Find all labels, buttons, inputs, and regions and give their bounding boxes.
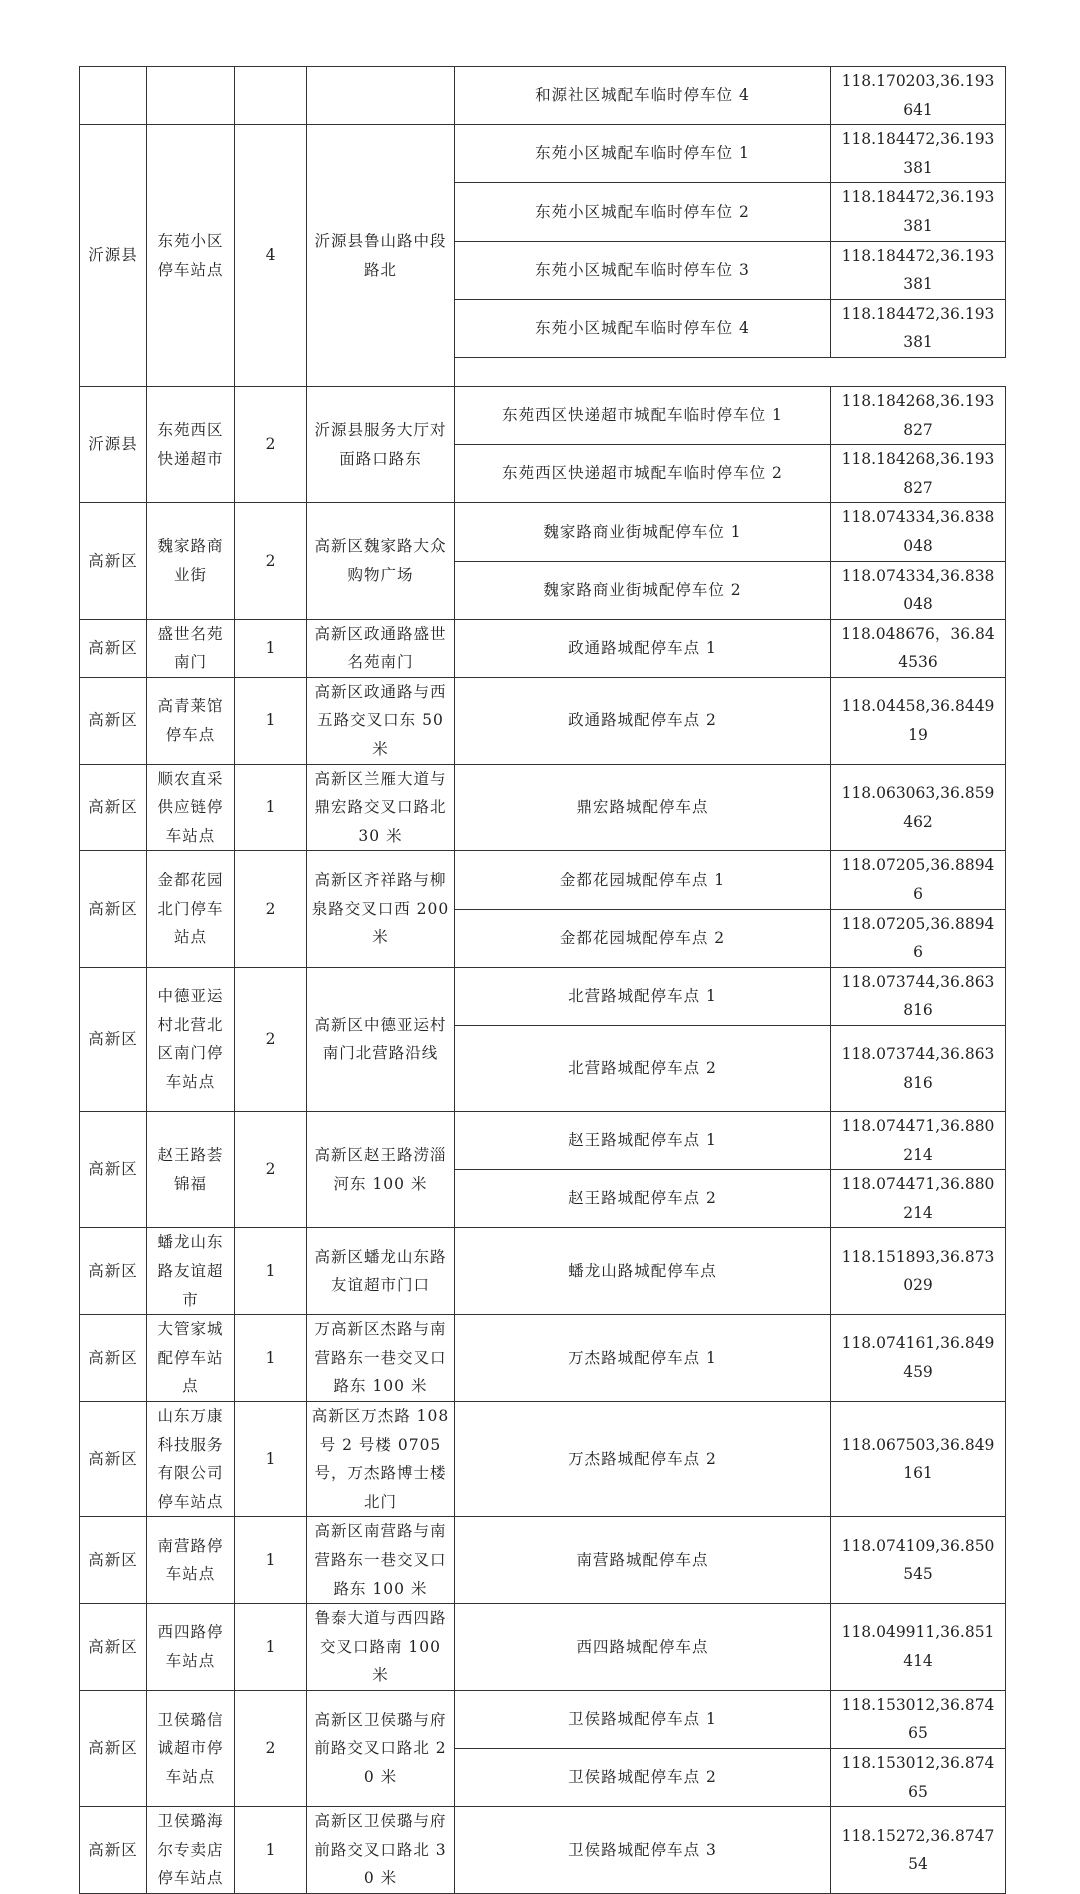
table-row: [80, 967, 1006, 1025]
site-cell: 中德亚运村北营北区南门停车站点: [147, 967, 235, 1111]
spot-name-cell: 金都花园城配停车点 1: [455, 851, 831, 909]
address-cell: [307, 67, 455, 125]
spot-name-cell: 和源社区城配车临时停车位 4: [455, 67, 831, 125]
count-cell: [235, 67, 307, 125]
table-row: [80, 619, 1006, 677]
coordinate-cell: 118.04458,36.844919: [831, 677, 1006, 764]
site-cell: 南营路停车站点: [147, 1517, 235, 1604]
district-cell: 高新区: [80, 1228, 147, 1315]
count-cell: 2: [235, 1112, 307, 1228]
site-cell: 赵王路荟锦福: [147, 1112, 235, 1228]
count-cell: 1: [235, 764, 307, 851]
site-cell: 西四路停车站点: [147, 1604, 235, 1691]
site-cell: 山东万康科技服务有限公司停车站点: [147, 1401, 235, 1516]
site-cell: 卫侯璐信诚超市停车站点: [147, 1690, 235, 1806]
address-cell: 沂源县服务大厅对面路口路东: [307, 386, 455, 502]
spot-name-cell: 魏家路商业街城配停车位 1: [455, 503, 831, 561]
spot-name-cell: 南营路城配停车点: [455, 1517, 831, 1604]
district-cell: 高新区: [80, 764, 147, 851]
address-cell: 高新区南营路与南营路东一巷交叉口路东 100 米: [307, 1517, 455, 1604]
count-cell: 1: [235, 1315, 307, 1402]
table-row: [80, 67, 1006, 125]
coordinate-cell: 118.07205,36.88946: [831, 851, 1006, 909]
site-cell: [147, 67, 235, 125]
site-cell: 顺农直采供应链停车站点: [147, 764, 235, 851]
spot-name-cell: 魏家路商业街城配停车位 2: [455, 561, 831, 619]
address-cell: 高新区卫侯璐与府前路交叉口路北 20 米: [307, 1690, 455, 1806]
address-cell: 高新区齐祥路与柳泉路交叉口西 200 米: [307, 851, 455, 967]
parking-table: [79, 66, 1006, 1894]
address-cell: 万高新区杰路与南营路东一巷交叉口路东 100 米: [307, 1315, 455, 1402]
address-cell: 高新区政通路与西五路交叉口东 50 米: [307, 677, 455, 764]
count-cell: 1: [235, 1807, 307, 1894]
site-cell: 卫侯璐海尔专卖店停车站点: [147, 1807, 235, 1894]
spot-name-cell: 东苑小区城配车临时停车位 3: [455, 241, 831, 299]
address-cell: 鲁泰大道与西四路交叉口路南 100 米: [307, 1604, 455, 1691]
count-cell: 4: [235, 125, 307, 387]
district-cell: 沂源县: [80, 125, 147, 387]
count-cell: 2: [235, 851, 307, 967]
coordinate-cell: 118.170203,36.193641: [831, 67, 1006, 125]
table-row: [80, 1112, 1006, 1170]
coordinate-cell: 118.074471,36.880214: [831, 1170, 1006, 1228]
site-cell: 高青莱馆停车点: [147, 677, 235, 764]
coordinate-cell: 118.184472,36.193381: [831, 183, 1006, 241]
table-row: [80, 1228, 1006, 1315]
spot-name-cell: 政通路城配停车点 1: [455, 619, 831, 677]
address-cell: 高新区卫侯璐与府前路交叉口路北 30 米: [307, 1807, 455, 1894]
spot-name-cell: 赵王路城配停车点 2: [455, 1170, 831, 1228]
count-cell: 1: [235, 1401, 307, 1516]
coordinate-cell: 118.153012,36.87465: [831, 1749, 1006, 1807]
table-row: [80, 1315, 1006, 1402]
spot-name-cell: 东苑西区快递超市城配车临时停车位 2: [455, 445, 831, 503]
table-row: [80, 1604, 1006, 1691]
spot-name-cell: 万杰路城配停车点 2: [455, 1401, 831, 1516]
parking-table-body: [80, 67, 1006, 1894]
coordinate-cell: 118.184472,36.193381: [831, 125, 1006, 183]
spot-name-cell: 万杰路城配停车点 1: [455, 1315, 831, 1402]
count-cell: 1: [235, 1228, 307, 1315]
count-cell: 2: [235, 503, 307, 619]
coordinate-cell: 118.049911,36.851414: [831, 1604, 1006, 1691]
district-cell: 高新区: [80, 1517, 147, 1604]
coordinate-cell: 118.184472,36.193381: [831, 241, 1006, 299]
count-cell: 1: [235, 1604, 307, 1691]
spot-name-cell: 西四路城配停车点: [455, 1604, 831, 1691]
count-cell: 1: [235, 677, 307, 764]
district-cell: 高新区: [80, 677, 147, 764]
table-row: [80, 503, 1006, 561]
spot-name-cell: 卫侯路城配停车点 1: [455, 1690, 831, 1748]
table-row: [80, 851, 1006, 909]
spot-name-cell: 鼎宏路城配停车点: [455, 764, 831, 851]
table-row: [80, 1807, 1006, 1894]
coordinate-cell: 118.073744,36.863816: [831, 967, 1006, 1025]
coordinate-cell: 118.074109,36.850545: [831, 1517, 1006, 1604]
district-cell: 高新区: [80, 851, 147, 967]
spot-name-cell: 卫侯路城配停车点 3: [455, 1807, 831, 1894]
spot-name-cell: 金都花园城配停车点 2: [455, 909, 831, 967]
coordinate-cell: 118.184472,36.193381: [831, 299, 1006, 357]
table-row: [80, 1401, 1006, 1516]
district-cell: 高新区: [80, 1807, 147, 1894]
address-cell: 高新区赵王路涝淄河东 100 米: [307, 1112, 455, 1228]
spot-name-cell: 东苑西区快递超市城配车临时停车位 1: [455, 386, 831, 444]
address-cell: 高新区万杰路 108 号 2 号楼 0705 号，万杰路博士楼北门: [307, 1401, 455, 1516]
coordinate-cell: 118.184268,36.193827: [831, 386, 1006, 444]
coordinate-cell: 118.048676，36.844536: [831, 619, 1006, 677]
site-cell: 大管家城配停车站点: [147, 1315, 235, 1402]
table-row: [80, 764, 1006, 851]
district-cell: 高新区: [80, 619, 147, 677]
district-cell: [80, 67, 147, 125]
coordinate-cell: 118.067503,36.849161: [831, 1401, 1006, 1516]
count-cell: 1: [235, 1517, 307, 1604]
count-cell: 2: [235, 1690, 307, 1806]
coordinate-cell: 118.074334,36.838048: [831, 503, 1006, 561]
district-cell: 高新区: [80, 1401, 147, 1516]
count-cell: 2: [235, 386, 307, 502]
spot-name-cell: 政通路城配停车点 2: [455, 677, 831, 764]
site-cell: 盛世名苑南门: [147, 619, 235, 677]
district-cell: 高新区: [80, 1315, 147, 1402]
address-cell: 高新区蟠龙山东路友谊超市门口: [307, 1228, 455, 1315]
coordinate-cell: 118.153012,36.87465: [831, 1690, 1006, 1748]
coordinate-cell: 118.074334,36.838048: [831, 561, 1006, 619]
table-row: [80, 677, 1006, 764]
table-row: [80, 1517, 1006, 1604]
district-cell: 沂源县: [80, 386, 147, 502]
coordinate-cell: 118.063063,36.859462: [831, 764, 1006, 851]
district-cell: 高新区: [80, 1604, 147, 1691]
count-cell: 2: [235, 967, 307, 1111]
coordinate-cell: 118.184268,36.193827: [831, 445, 1006, 503]
spot-name-cell: 东苑小区城配车临时停车位 2: [455, 183, 831, 241]
spot-name-cell: 赵王路城配停车点 1: [455, 1112, 831, 1170]
district-cell: 高新区: [80, 967, 147, 1111]
address-cell: 高新区中德亚运村南门北营路沿线: [307, 967, 455, 1111]
table-row: [80, 125, 1006, 183]
site-cell: 蟠龙山东路友谊超市: [147, 1228, 235, 1315]
coordinate-cell: 118.07205,36.88946: [831, 909, 1006, 967]
district-cell: 高新区: [80, 1112, 147, 1228]
site-cell: 金都花园北门停车站点: [147, 851, 235, 967]
table-row: [80, 386, 1006, 444]
spot-name-cell: 北营路城配停车点 1: [455, 967, 831, 1025]
spot-name-cell: 东苑小区城配车临时停车位 1: [455, 125, 831, 183]
site-cell: 东苑小区停车站点: [147, 125, 235, 387]
count-cell: 1: [235, 619, 307, 677]
coordinate-cell: 118.151893,36.873029: [831, 1228, 1006, 1315]
coordinate-cell: 118.074161,36.849459: [831, 1315, 1006, 1402]
address-cell: 高新区政通路盛世名苑南门: [307, 619, 455, 677]
coordinate-cell: 118.15272,36.874754: [831, 1807, 1006, 1894]
address-cell: 高新区兰雁大道与鼎宏路交叉口路北 30 米: [307, 764, 455, 851]
address-cell: 沂源县鲁山路中段路北: [307, 125, 455, 387]
site-cell: 魏家路商业街: [147, 503, 235, 619]
spot-name-cell: 东苑小区城配车临时停车位 4: [455, 299, 831, 357]
district-cell: 高新区: [80, 1690, 147, 1806]
district-cell: 高新区: [80, 503, 147, 619]
spot-name-cell: 卫侯路城配停车点 2: [455, 1749, 831, 1807]
spot-name-cell: 蟠龙山路城配停车点: [455, 1228, 831, 1315]
coordinate-cell: 118.074471,36.880214: [831, 1112, 1006, 1170]
address-cell: 高新区魏家路大众购物广场: [307, 503, 455, 619]
site-cell: 东苑西区快递超市: [147, 386, 235, 502]
coordinate-cell: 118.073744,36.863816: [831, 1026, 1006, 1112]
spot-name-cell: 北营路城配停车点 2: [455, 1026, 831, 1112]
table-row: [80, 1690, 1006, 1748]
